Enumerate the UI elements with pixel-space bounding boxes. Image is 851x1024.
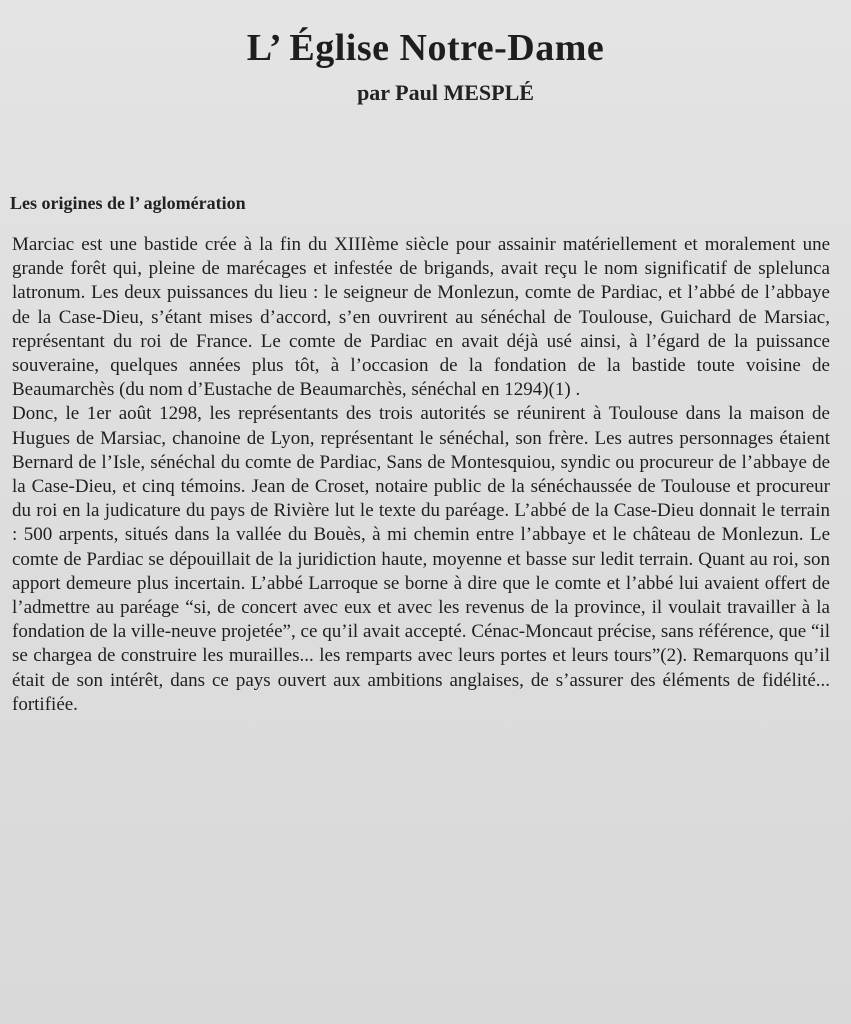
section-heading: Les origines de l’ aglomération	[10, 193, 246, 213]
paragraph: Marciac est une bastide crée à la fin du XIIIème siècle pour assainir matériellement et moralement une grande forêt qui, pleine de marécages et infestée de brigands, avait reçu le nom significatif de splelunca latronum. Les deux puissances du lieu : le seigneur de Monlezun, comte de Pardiac, et l’abbé de l’abbaye de la Case-Dieu, s’étant mises d’accord, s’en ouvrirent au sénéchal de Toulouse, Guichard de Marsiac, représentant du roi de France. Le comte de Pardiac en avait déjà usé ainsi, à l’égard de la puissance souveraine, quelques années plus tôt, à l’occasion de la fondation de la bastide toute voisine de Beaumarchès (du nom d’Eustache de Beaumarchès, sénéchal en 1294)(1) .	[12, 234, 830, 401]
body-text	[12, 233, 830, 717]
document-title: L’ Église Notre-Dame	[246, 27, 605, 69]
document-author: par Paul MESPLÉ	[357, 80, 534, 105]
paragraph: Donc, le 1er août 1298, les représentants des trois autorités se réunirent à Toulouse dans la maison de Hugues de Marsiac, chanoine de Lyon, représentant le sénéchal, son frère. Les autres personnages étaient Bernard de l’Isle, sénéchal du comte de Pardiac, Sans de Montesquiou, syndic ou procureur de l’abbaye de la Case-Dieu, et cinq témoins. Jean de Croset, notaire public de la sénéchaussée de Toulouse et procureur du roi en la judicature du pays de Rivière lut le texte du paréage. L’abbé de la Case-Dieu donnait le terrain : 500 arpents, situés dans la vallée du Bouès, à mi chemin entre l’abbaye et le château de Monlezun. Le comte de Pardiac se dépouillait de la juridiction haute, moyenne et basse sur ledit terrain. Quant au roi, son apport demeure plus incertain. L’abbé Larroque se borne à dire que le comte et l’abbé lui avaient offert de l’admettre au paréage “si, de concert avec eux et avec les revenus de la province, il voulait travailler à la fondation de la ville-neuve projetée”, ce qu’il avait accepté. Cénac-Moncaut précise, sans référence, que “il se chargea de construire les murailles... les remparts avec leurs portes et leurs tours”(2). Remarquons qu’il était de son intérêt, dans ce pays ouvert aux ambitions anglaises, de s’assurer des éléments de fidélité... fortifiée.	[12, 403, 830, 715]
